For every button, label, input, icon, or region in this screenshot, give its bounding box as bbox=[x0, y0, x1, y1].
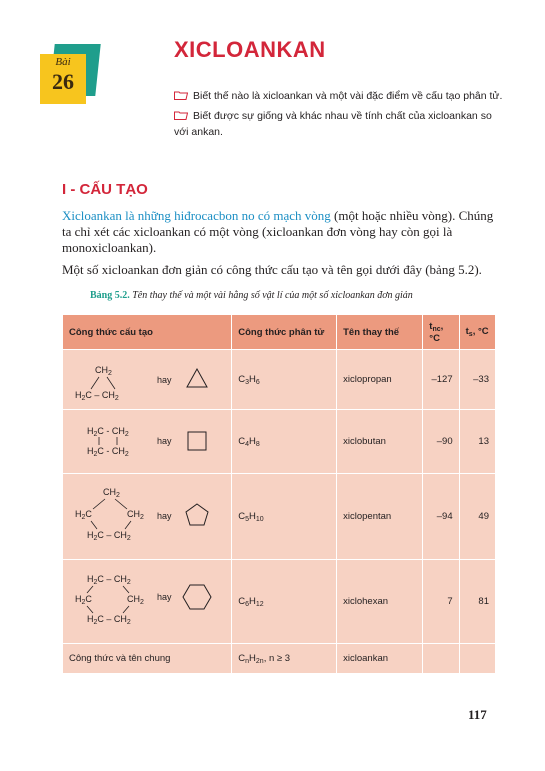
header-ts-unit: , °C bbox=[472, 326, 489, 337]
page-title: XICLOANKAN bbox=[174, 37, 326, 62]
header-ts-t: t bbox=[465, 326, 469, 337]
objective-1-text: Biết thế nào là xicloankan và một vài đặc điểm về cấu tạo phân tử. bbox=[193, 90, 503, 102]
table-row bbox=[63, 350, 496, 410]
objectives bbox=[174, 88, 504, 144]
structure-cell bbox=[63, 410, 232, 474]
compound-name: xiclobutan bbox=[337, 410, 423, 474]
table-row bbox=[63, 410, 496, 474]
molecular-formula: $C_3H_6$ bbox=[232, 350, 337, 410]
caption-text: Tên thay thế và một vài hằng số vật lí của một số xicloankan đơn giản bbox=[129, 290, 413, 301]
boiling-point: 49 bbox=[459, 474, 495, 560]
header-name: Tên thay thế bbox=[337, 315, 423, 350]
cyclohexane-structure bbox=[69, 562, 219, 642]
boiling-point: 81 bbox=[459, 560, 495, 644]
footer-label: Công thức và tên chung bbox=[63, 644, 232, 674]
molecular-formula: $C_6H_{12}$ bbox=[232, 560, 337, 644]
paragraph-1 bbox=[62, 208, 502, 256]
folder-icon bbox=[174, 91, 188, 100]
hay-label: hay bbox=[157, 435, 172, 446]
molecular-formula: $C_5H_{10}$ bbox=[232, 474, 337, 560]
structure-cell bbox=[63, 350, 232, 410]
svg-text:H2C – CH2: $H_2C - CH_2$ bbox=[87, 613, 131, 626]
header-tnc-unit: , °C bbox=[429, 320, 444, 344]
boiling-point: –33 bbox=[459, 350, 495, 410]
general-name: xicloankan bbox=[337, 644, 423, 674]
svg-text:CH2: $CH_2$ bbox=[127, 508, 144, 521]
objective-2-text: Biết được sự giống và khác nhau về tính chất của xicloankan so với ankan. bbox=[174, 110, 492, 138]
table-footer-row bbox=[63, 644, 496, 674]
table-header-row bbox=[63, 315, 496, 350]
empty-cell bbox=[423, 644, 459, 674]
data-table bbox=[62, 314, 496, 674]
lesson-label: Bài bbox=[55, 56, 71, 68]
header-tnc-t: t bbox=[429, 320, 433, 332]
table-caption bbox=[90, 290, 413, 301]
svg-text:H2C – CH2: $H_2C - CH_2$ bbox=[75, 389, 119, 402]
paragraph-2: Một số xicloankan đơn giản có công thức cấu tạo và tên gọi dưới đây (bảng 5.2). bbox=[62, 262, 482, 277]
melting-point: –127 bbox=[423, 350, 459, 410]
svg-text:H2C - CH2: $H_2C - CH_2$ bbox=[87, 445, 129, 458]
cyclopentane-structure bbox=[69, 477, 219, 557]
header-tnc-sub: nc bbox=[432, 325, 441, 333]
svg-text:CH2: $CH_2$ bbox=[95, 364, 112, 377]
caption-label: Bảng 5.2. bbox=[90, 290, 130, 301]
header-structure: Công thức cấu tạo bbox=[63, 315, 232, 350]
header-tnc bbox=[423, 315, 459, 350]
definition-highlight: Xicloankan là những hiđrocacbon no có mạch vòng bbox=[62, 208, 331, 223]
svg-text:H2C – CH2: $H_2C - CH_2$ bbox=[87, 529, 131, 542]
svg-text:H2C - CH2: $H_2C - CH_2$ bbox=[87, 425, 129, 438]
empty-cell bbox=[459, 644, 495, 674]
compound-name: xiclohexan bbox=[337, 560, 423, 644]
header-ts bbox=[459, 315, 495, 350]
structure-cell bbox=[63, 560, 232, 644]
table-row bbox=[63, 560, 496, 644]
molecular-formula: $C_4H_8$ bbox=[232, 410, 337, 474]
header-molecular: Công thức phân tử bbox=[232, 315, 337, 350]
header-ts-sub: s bbox=[468, 331, 473, 338]
melting-point: –90 bbox=[423, 410, 459, 474]
hay-label: hay bbox=[157, 374, 172, 385]
objective-1 bbox=[174, 88, 504, 104]
folder-icon bbox=[174, 111, 188, 120]
svg-text:CH2: $CH_2$ bbox=[103, 486, 120, 499]
svg-text:H2C: $H_2C$ bbox=[75, 508, 92, 521]
lesson-badge bbox=[40, 44, 104, 106]
objective-2 bbox=[174, 108, 504, 140]
cyclobutane-structure bbox=[69, 412, 219, 472]
lesson-number: 26 bbox=[52, 69, 74, 94]
compound-name: xiclopropan bbox=[337, 350, 423, 410]
compound-name: xiclopentan bbox=[337, 474, 423, 560]
structure-cell bbox=[63, 474, 232, 560]
general-formula: $C_nH_{2n}$, n ≥ 3 bbox=[232, 644, 337, 674]
svg-text:H2C – CH2: $H_2C - CH_2$ bbox=[87, 573, 131, 586]
hay-label: hay bbox=[157, 510, 172, 521]
paragraph-1-rest: (một hoặc nhiều vòng). Chúng ta chỉ xét các xicloankan có một vòng (xicloankan đơn vòng hay còn gọi là monoxicloankan). bbox=[62, 208, 494, 255]
melting-point: 7 bbox=[423, 560, 459, 644]
boiling-point: 13 bbox=[459, 410, 495, 474]
svg-text:CH2: $CH_2$ bbox=[127, 593, 144, 606]
table-row bbox=[63, 474, 496, 560]
page-number: 117 bbox=[468, 707, 487, 722]
hay-label: hay bbox=[157, 591, 172, 602]
section-heading: I - CẤU TẠO bbox=[62, 181, 148, 198]
cyclopropane-structure bbox=[69, 351, 219, 409]
svg-text:H2C: $H_2C$ bbox=[75, 593, 92, 606]
melting-point: –94 bbox=[423, 474, 459, 560]
